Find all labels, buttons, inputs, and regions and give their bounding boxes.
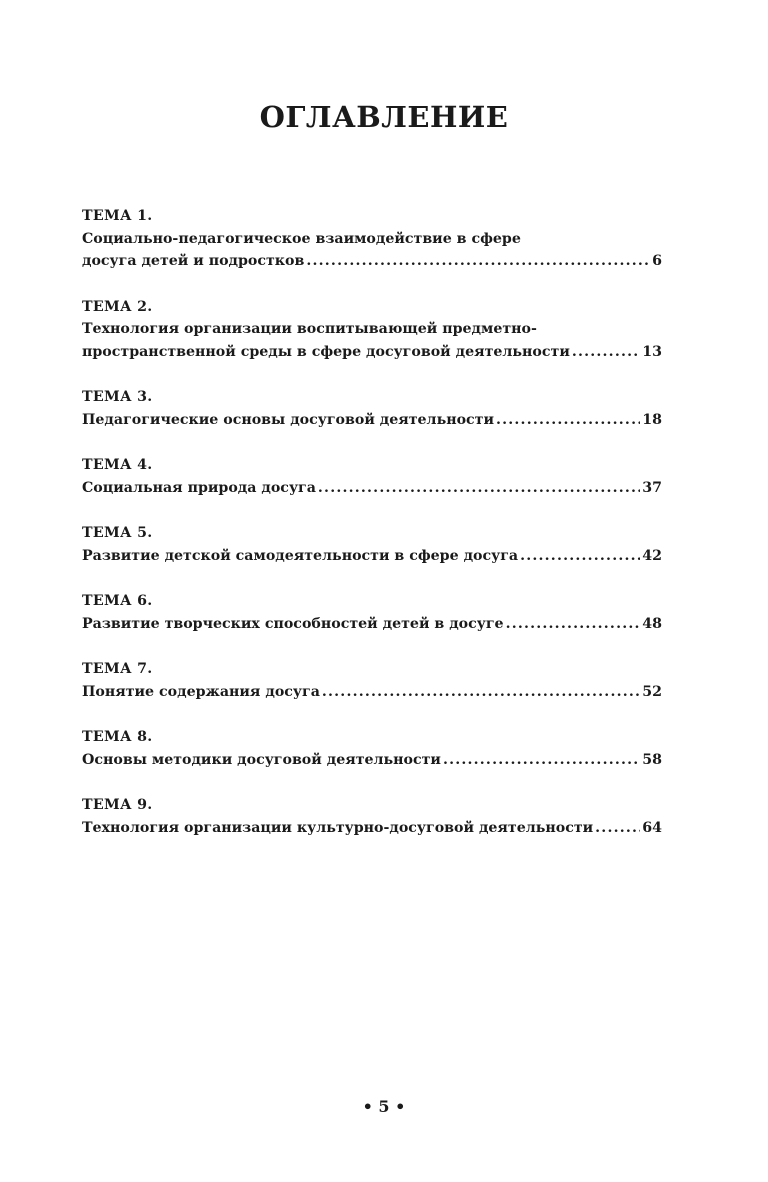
toc-entry-1[interactable] <box>82 205 662 273</box>
toc-entry-5[interactable] <box>82 522 662 567</box>
toc-entry-label: ТЕМА 5. <box>82 525 153 541</box>
toc-page-number: 42 <box>642 547 662 564</box>
toc-entry-title-line: досуга детей и подростков <box>82 253 305 269</box>
dot-leader <box>496 409 640 432</box>
toc-entry-title-line: Технология организации воспитывающей предметно- <box>82 321 537 337</box>
toc-page-number: 6 <box>652 253 662 269</box>
toc-entry-label: ТЕМА 2. <box>82 298 153 315</box>
toc-entry-label: ТЕМА 8. <box>82 729 153 745</box>
toc-entry-label: ТЕМА 9. <box>82 797 153 813</box>
toc-entry-title-line: Педагогические основы досуговой деятельности <box>82 411 494 428</box>
page-title: ОГЛАВЛЕНИЕ <box>259 100 509 134</box>
toc-entry-label: ТЕМА 1. <box>82 208 153 224</box>
toc-entry-3[interactable] <box>82 386 662 431</box>
toc-entry-title-line: Основы методики досуговой деятельности <box>82 751 441 768</box>
dot-leader <box>318 477 640 500</box>
toc-entry-title-line: Развитие детской самодеятельности в сфере досуга <box>82 547 519 564</box>
dot-leader <box>572 341 640 364</box>
dot-leader <box>595 817 640 840</box>
toc-entry-title-line: Социально-педагогическое взаимодействие в сфере <box>82 230 521 247</box>
toc-entry-6[interactable] <box>82 590 662 635</box>
toc-entry-title-line: Понятие содержания досуга <box>82 683 320 700</box>
toc-page-number: 64 <box>642 819 662 836</box>
toc-page-number: 58 <box>642 751 662 768</box>
toc-page-number: 37 <box>642 479 662 496</box>
dot-leader <box>306 250 650 273</box>
toc-entry-title-line: Технология организации культурно-досуговой деятельности <box>82 819 594 836</box>
dot-leader <box>520 545 640 568</box>
toc-entry-9[interactable] <box>82 794 662 839</box>
toc-entry-4[interactable] <box>82 454 662 499</box>
bullet-left: • <box>362 1097 373 1116</box>
toc-page-number: 13 <box>642 343 662 360</box>
toc-entry-title-line: Социальная природа досуга <box>82 479 316 496</box>
dot-leader <box>506 613 641 636</box>
toc-entry-2[interactable] <box>82 296 662 364</box>
toc-entry-7[interactable] <box>82 658 662 703</box>
dot-leader <box>322 681 640 704</box>
toc-entry-label: ТЕМА 4. <box>82 457 153 473</box>
page-number-footer <box>0 1097 768 1116</box>
toc-entry-label: ТЕМА 7. <box>82 661 153 677</box>
toc-entry-title-line: Развитие творческих способностей детей в досуге <box>82 615 504 632</box>
toc-entry-8[interactable] <box>82 726 662 771</box>
toc-page-number: 48 <box>642 615 662 632</box>
toc-page-number: 52 <box>642 683 662 700</box>
table-of-contents <box>82 205 662 862</box>
dot-leader <box>443 749 640 772</box>
toc-page-number: 18 <box>642 411 662 428</box>
page-number: 5 <box>378 1097 390 1116</box>
toc-entry-title-line: пространственной среды в сфере досуговой деятельности <box>82 343 570 360</box>
bullet-right: • <box>395 1097 406 1116</box>
toc-entry-label: ТЕМА 3. <box>82 389 153 405</box>
toc-entry-label: ТЕМА 6. <box>82 593 153 609</box>
